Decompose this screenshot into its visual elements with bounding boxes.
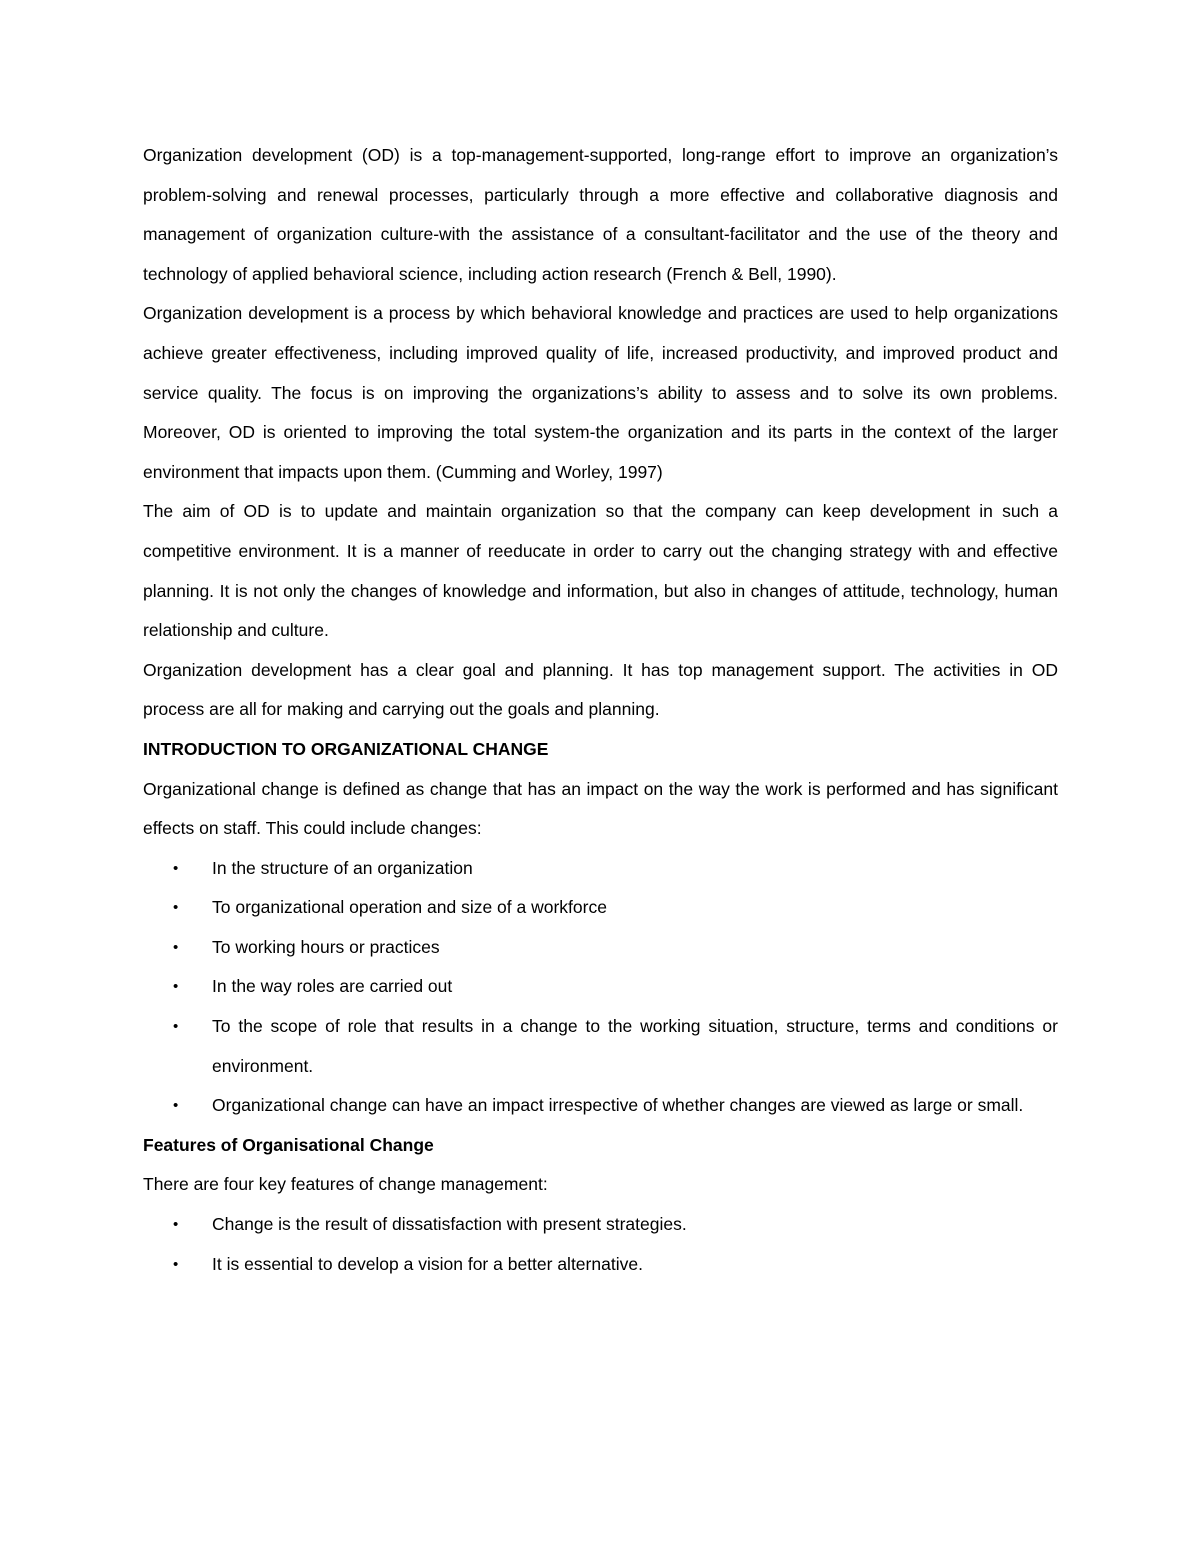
paragraph-od-goal: Organization development has a clear goal and planning. It has top management support. The activities in OD process are all for making and carrying out the goals and planning.	[143, 659, 1058, 720]
bullet-icon: •	[173, 938, 179, 956]
list-item	[143, 849, 1058, 889]
list-item-text: In the structure of an organization	[212, 857, 473, 878]
bullet-icon: •	[173, 1216, 179, 1234]
paragraph-od-definition: Organization development (OD) is a top-management-supported, long-range effort to improve an organization’s problem-solving and renewal processes, particularly through a more effective and collaborative diagnosis and management of organization culture-with the assistance of a consultant-facilitator and the use of the theory and technology of applied behavioral science, including action research (French & Bell, 1990).	[143, 145, 1058, 284]
list-item-text: To the scope of role that results in a change to the working situation, structure, terms and conditions or environment.	[212, 1016, 1058, 1076]
paragraph-od-aim: The aim of OD is to update and maintain organization so that the company can keep development in such a competitive environment. It is a manner of reeducate in order to carry out the changing strategy with and effective planning. It is not only the changes of knowledge and information, but also in changes of attitude, technology, human relationship and culture.	[143, 501, 1058, 641]
paragraph-od-process: Organization development is a process by which behavioral knowledge and practices are used to help organizations achieve greater effectiveness, including improved quality of life, increased productivity, and improved product and service quality. The focus is on improving the organizations’s ability to assess and to solve its own problems. Moreover, OD is oriented to improving the total system-the organization and its parts in the context of the larger environment that impacts upon them. (Cumming and Worley, 1997)	[143, 303, 1058, 482]
features-bullet-list	[143, 1205, 1058, 1284]
bullet-icon: •	[173, 1255, 179, 1273]
list-item-text: Organizational change can have an impact irrespective of whether changes are viewed as large or small.	[212, 1095, 1024, 1116]
list-item-text: To organizational operation and size of a workforce	[212, 897, 607, 918]
list-item	[143, 1245, 1058, 1285]
bullet-icon: •	[173, 1097, 179, 1115]
bullet-icon: •	[173, 859, 179, 877]
list-item	[143, 888, 1058, 928]
list-item	[143, 1205, 1058, 1245]
list-item-text: It is essential to develop a vision for a better alternative.	[212, 1253, 643, 1274]
paragraph-features-intro: There are four key features of change management:	[143, 1174, 548, 1195]
list-item-text: To working hours or practices	[212, 936, 440, 957]
list-item	[143, 1086, 1058, 1126]
document-page	[143, 136, 1058, 1284]
list-item-text: Change is the result of dissatisfaction with present strategies.	[212, 1214, 687, 1235]
bullet-icon: •	[173, 899, 179, 917]
bullet-icon: •	[173, 978, 179, 996]
list-item	[143, 967, 1058, 1007]
list-item	[143, 1007, 1058, 1086]
paragraph-change-intro: Organizational change is defined as change that has an impact on the way the work is performed and has significant effects on staff. This could include changes:	[143, 778, 1058, 839]
change-bullet-list	[143, 849, 1058, 1126]
bullet-icon: •	[173, 1018, 179, 1036]
heading-organizational-change: INTRODUCTION TO ORGANIZATIONAL CHANGE	[143, 738, 549, 759]
heading-features: Features of Organisational Change	[143, 1134, 434, 1155]
list-item	[143, 928, 1058, 968]
list-item-text: In the way roles are carried out	[212, 976, 453, 997]
